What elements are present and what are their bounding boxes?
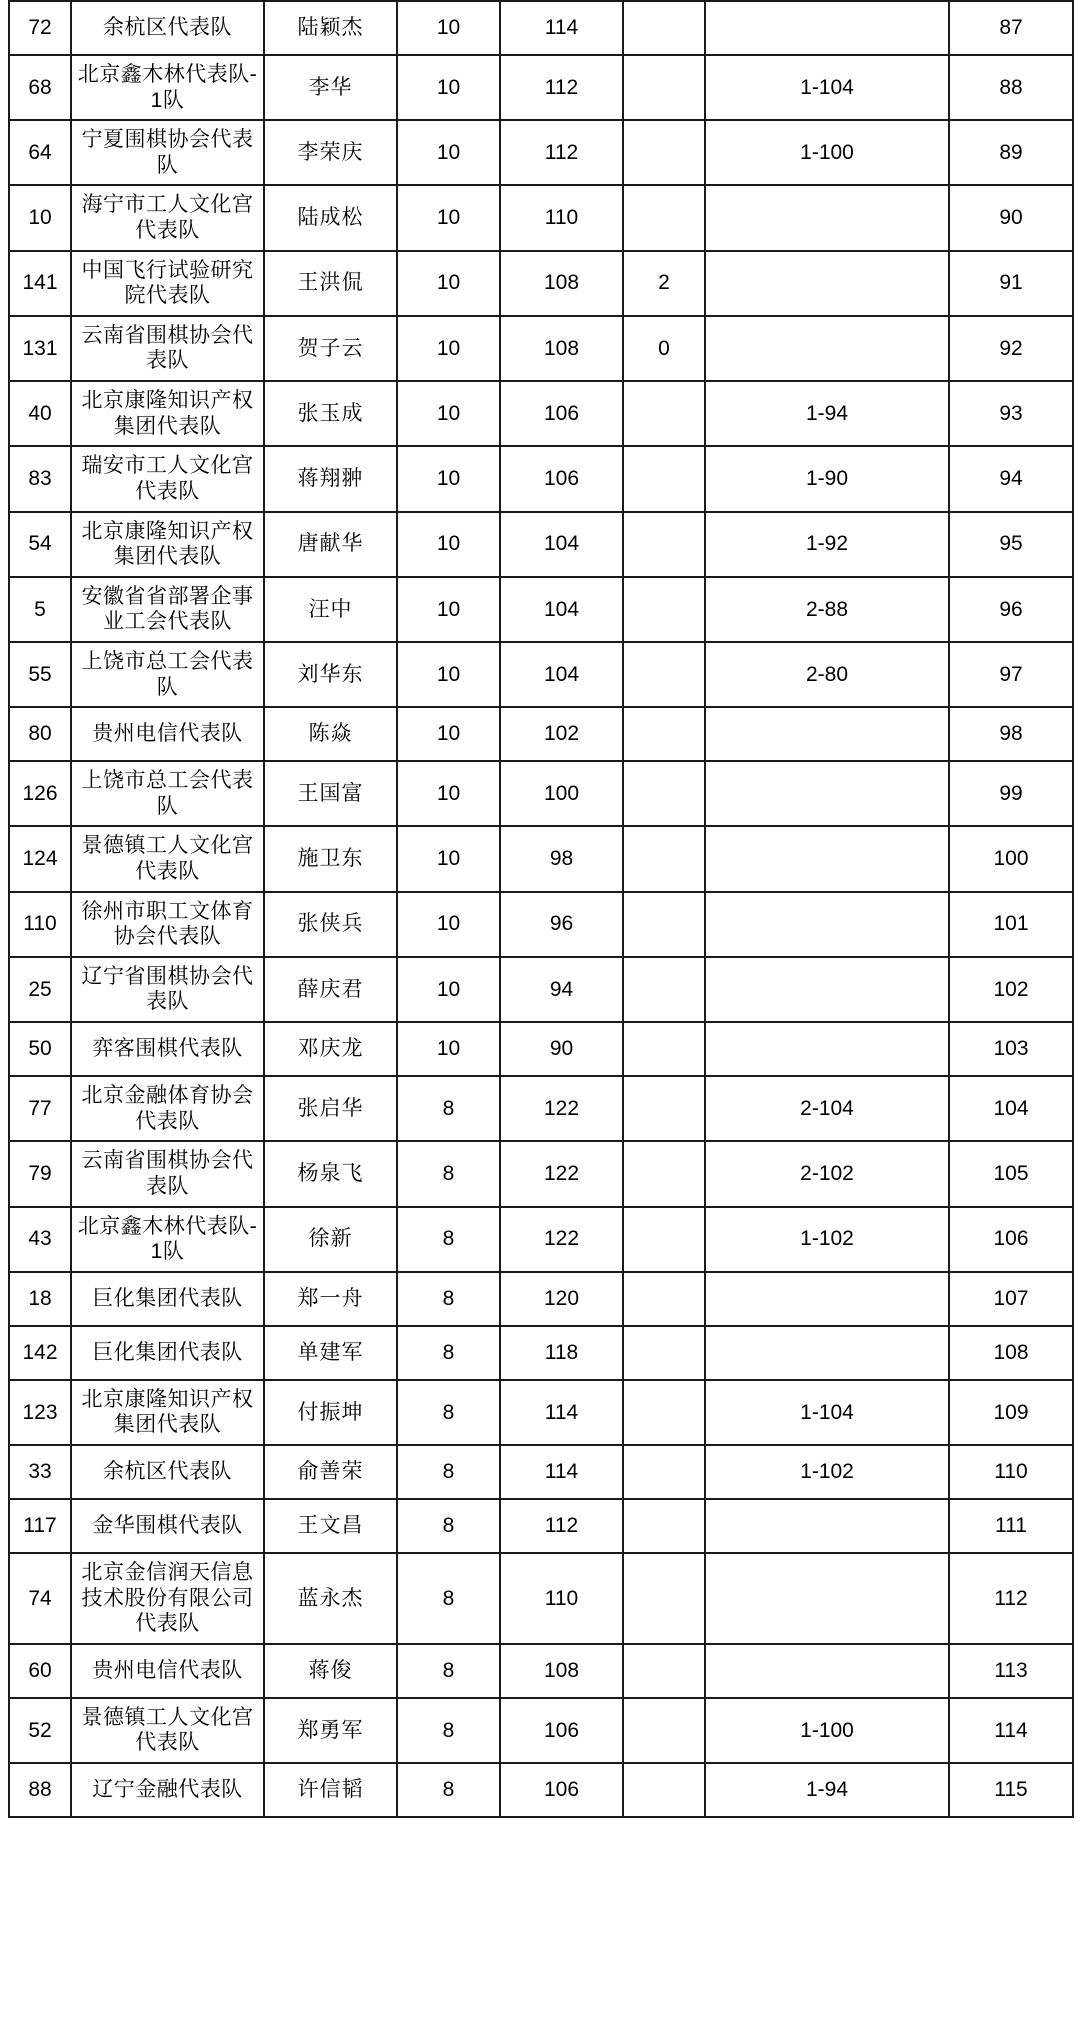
cell-rank: 114 [949,1698,1073,1763]
cell-tiebreak: 2-104 [705,1076,949,1141]
cell-name: 杨泉飞 [264,1141,397,1206]
cell-opponent-score: 122 [500,1076,623,1141]
cell-team: 弈客围棋代表队 [71,1022,264,1076]
standings-table [8,0,1074,1818]
cell-points: 10 [397,707,500,761]
cell-tiebreak [705,1022,949,1076]
cell-id: 74 [9,1553,71,1644]
cell-rank: 98 [949,707,1073,761]
cell-tiebreak [705,1553,949,1644]
cell-points: 10 [397,446,500,511]
cell-points: 8 [397,1272,500,1326]
cell-team: 海宁市工人文化宫代表队 [71,185,264,250]
cell-points: 10 [397,1,500,55]
cell-rank: 88 [949,55,1073,120]
cell-id: 142 [9,1326,71,1380]
cell-points: 8 [397,1076,500,1141]
cell-tiebreak: 1-90 [705,446,949,511]
cell-team: 余杭区代表队 [71,1445,264,1499]
table-row [9,512,1073,577]
cell-extra [623,1326,705,1380]
table-row [9,1207,1073,1272]
table-row [9,55,1073,120]
cell-points: 10 [397,1022,500,1076]
cell-id: 50 [9,1022,71,1076]
cell-points: 10 [397,826,500,891]
cell-id: 83 [9,446,71,511]
cell-extra [623,1499,705,1553]
cell-opponent-score: 114 [500,1380,623,1445]
cell-name: 张侠兵 [264,892,397,957]
cell-points: 8 [397,1380,500,1445]
cell-extra [623,446,705,511]
cell-rank: 95 [949,512,1073,577]
cell-name: 张启华 [264,1076,397,1141]
cell-extra [623,185,705,250]
cell-extra [623,761,705,826]
cell-tiebreak [705,185,949,250]
cell-extra [623,892,705,957]
cell-team: 景德镇工人文化宫代表队 [71,1698,264,1763]
cell-name: 蓝永杰 [264,1553,397,1644]
table-row [9,1,1073,55]
cell-extra [623,512,705,577]
cell-team: 宁夏围棋协会代表队 [71,120,264,185]
cell-tiebreak: 2-88 [705,577,949,642]
cell-name: 汪中 [264,577,397,642]
cell-team: 贵州电信代表队 [71,707,264,761]
cell-extra [623,707,705,761]
cell-opponent-score: 110 [500,185,623,250]
cell-name: 王国富 [264,761,397,826]
cell-name: 蒋俊 [264,1644,397,1698]
cell-team: 瑞安市工人文化宫代表队 [71,446,264,511]
cell-team: 安徽省省部署企事业工会代表队 [71,577,264,642]
cell-extra [623,1698,705,1763]
table-row [9,1644,1073,1698]
cell-id: 141 [9,251,71,316]
cell-opponent-score: 108 [500,251,623,316]
cell-name: 刘华东 [264,642,397,707]
cell-extra [623,1445,705,1499]
cell-tiebreak: 1-100 [705,120,949,185]
cell-opponent-score: 106 [500,446,623,511]
cell-extra [623,120,705,185]
cell-opponent-score: 106 [500,1698,623,1763]
cell-extra: 0 [623,316,705,381]
cell-name: 付振坤 [264,1380,397,1445]
table-row [9,1022,1073,1076]
cell-rank: 115 [949,1763,1073,1817]
table-row [9,1272,1073,1326]
cell-name: 郑一舟 [264,1272,397,1326]
cell-opponent-score: 90 [500,1022,623,1076]
table-row [9,446,1073,511]
cell-rank: 92 [949,316,1073,381]
cell-extra [623,577,705,642]
cell-points: 10 [397,512,500,577]
cell-extra [623,1272,705,1326]
cell-points: 10 [397,892,500,957]
cell-name: 俞善荣 [264,1445,397,1499]
cell-rank: 96 [949,577,1073,642]
cell-tiebreak: 1-94 [705,1763,949,1817]
cell-rank: 91 [949,251,1073,316]
table-row [9,892,1073,957]
cell-rank: 106 [949,1207,1073,1272]
cell-id: 52 [9,1698,71,1763]
table-row [9,185,1073,250]
cell-id: 43 [9,1207,71,1272]
cell-team: 中国飞行试验研究院代表队 [71,251,264,316]
cell-name: 唐献华 [264,512,397,577]
cell-id: 126 [9,761,71,826]
cell-name: 李荣庆 [264,120,397,185]
cell-id: 123 [9,1380,71,1445]
cell-team: 云南省围棋协会代表队 [71,316,264,381]
table-row [9,381,1073,446]
cell-rank: 97 [949,642,1073,707]
cell-extra [623,1076,705,1141]
cell-opponent-score: 102 [500,707,623,761]
table-row [9,826,1073,891]
table-row [9,316,1073,381]
cell-id: 60 [9,1644,71,1698]
table-row [9,1763,1073,1817]
cell-rank: 112 [949,1553,1073,1644]
cell-extra [623,1141,705,1206]
cell-tiebreak: 1-92 [705,512,949,577]
cell-team: 北京康隆知识产权集团代表队 [71,381,264,446]
cell-points: 8 [397,1326,500,1380]
cell-points: 10 [397,957,500,1022]
cell-rank: 101 [949,892,1073,957]
cell-tiebreak [705,892,949,957]
cell-rank: 111 [949,1499,1073,1553]
cell-rank: 109 [949,1380,1073,1445]
standings-table-body [9,1,1073,1817]
cell-id: 88 [9,1763,71,1817]
cell-id: 33 [9,1445,71,1499]
cell-extra [623,826,705,891]
table-row [9,577,1073,642]
cell-points: 8 [397,1763,500,1817]
cell-tiebreak: 2-102 [705,1141,949,1206]
cell-opponent-score: 122 [500,1141,623,1206]
cell-id: 77 [9,1076,71,1141]
cell-team: 徐州市职工文体育协会代表队 [71,892,264,957]
cell-id: 64 [9,120,71,185]
cell-team: 金华围棋代表队 [71,1499,264,1553]
table-row [9,120,1073,185]
cell-points: 8 [397,1644,500,1698]
cell-extra [623,1380,705,1445]
cell-name: 陆颖杰 [264,1,397,55]
cell-tiebreak [705,761,949,826]
cell-team: 上饶市总工会代表队 [71,642,264,707]
cell-opponent-score: 118 [500,1326,623,1380]
cell-opponent-score: 104 [500,512,623,577]
cell-points: 8 [397,1698,500,1763]
table-row [9,707,1073,761]
cell-opponent-score: 96 [500,892,623,957]
cell-team: 北京康隆知识产权集团代表队 [71,512,264,577]
cell-team: 巨化集团代表队 [71,1272,264,1326]
cell-tiebreak [705,957,949,1022]
cell-rank: 103 [949,1022,1073,1076]
cell-opponent-score: 114 [500,1,623,55]
cell-id: 72 [9,1,71,55]
cell-tiebreak [705,1,949,55]
cell-name: 徐新 [264,1207,397,1272]
cell-opponent-score: 112 [500,55,623,120]
cell-points: 10 [397,316,500,381]
table-row [9,761,1073,826]
cell-points: 8 [397,1207,500,1272]
cell-name: 陆成松 [264,185,397,250]
cell-rank: 89 [949,120,1073,185]
cell-extra: 2 [623,251,705,316]
cell-opponent-score: 112 [500,1499,623,1553]
cell-tiebreak [705,826,949,891]
cell-team: 北京鑫木林代表队-1队 [71,55,264,120]
cell-points: 10 [397,761,500,826]
cell-team: 北京金信润天信息技术股份有限公司代表队 [71,1553,264,1644]
table-row [9,1380,1073,1445]
cell-rank: 94 [949,446,1073,511]
cell-tiebreak [705,316,949,381]
cell-opponent-score: 106 [500,1763,623,1817]
cell-id: 5 [9,577,71,642]
cell-opponent-score: 108 [500,316,623,381]
cell-extra [623,1763,705,1817]
cell-rank: 102 [949,957,1073,1022]
cell-name: 许信韬 [264,1763,397,1817]
cell-id: 40 [9,381,71,446]
cell-rank: 100 [949,826,1073,891]
cell-extra [623,1022,705,1076]
cell-rank: 107 [949,1272,1073,1326]
cell-team: 辽宁省围棋协会代表队 [71,957,264,1022]
cell-points: 10 [397,577,500,642]
cell-opponent-score: 108 [500,1644,623,1698]
cell-tiebreak: 1-104 [705,1380,949,1445]
cell-points: 10 [397,55,500,120]
cell-rank: 105 [949,1141,1073,1206]
cell-id: 124 [9,826,71,891]
cell-extra [623,957,705,1022]
cell-points: 8 [397,1445,500,1499]
cell-id: 68 [9,55,71,120]
cell-rank: 90 [949,185,1073,250]
cell-team: 辽宁金融代表队 [71,1763,264,1817]
cell-name: 王洪侃 [264,251,397,316]
table-row [9,251,1073,316]
cell-points: 8 [397,1553,500,1644]
table-row [9,1445,1073,1499]
cell-opponent-score: 106 [500,381,623,446]
cell-rank: 87 [949,1,1073,55]
cell-tiebreak [705,1499,949,1553]
cell-opponent-score: 110 [500,1553,623,1644]
cell-extra [623,55,705,120]
cell-id: 25 [9,957,71,1022]
cell-name: 单建军 [264,1326,397,1380]
cell-name: 邓庆龙 [264,1022,397,1076]
cell-id: 55 [9,642,71,707]
cell-points: 10 [397,251,500,316]
cell-id: 79 [9,1141,71,1206]
cell-id: 54 [9,512,71,577]
cell-tiebreak [705,1272,949,1326]
cell-name: 薛庆君 [264,957,397,1022]
cell-opponent-score: 98 [500,826,623,891]
cell-opponent-score: 122 [500,1207,623,1272]
cell-team: 巨化集团代表队 [71,1326,264,1380]
cell-tiebreak [705,1644,949,1698]
cell-id: 80 [9,707,71,761]
cell-tiebreak: 1-100 [705,1698,949,1763]
cell-id: 110 [9,892,71,957]
cell-tiebreak: 2-80 [705,642,949,707]
cell-name: 陈焱 [264,707,397,761]
cell-extra [623,381,705,446]
cell-points: 10 [397,120,500,185]
cell-points: 10 [397,642,500,707]
cell-opponent-score: 104 [500,577,623,642]
cell-team: 贵州电信代表队 [71,1644,264,1698]
cell-extra [623,642,705,707]
cell-extra [623,1,705,55]
table-row [9,1698,1073,1763]
cell-points: 10 [397,185,500,250]
cell-name: 施卫东 [264,826,397,891]
cell-rank: 110 [949,1445,1073,1499]
cell-extra [623,1207,705,1272]
cell-rank: 108 [949,1326,1073,1380]
cell-rank: 93 [949,381,1073,446]
cell-team: 北京鑫木林代表队-1队 [71,1207,264,1272]
cell-points: 8 [397,1499,500,1553]
cell-tiebreak [705,707,949,761]
cell-opponent-score: 104 [500,642,623,707]
cell-tiebreak: 1-102 [705,1207,949,1272]
cell-team: 上饶市总工会代表队 [71,761,264,826]
cell-rank: 113 [949,1644,1073,1698]
cell-tiebreak: 1-102 [705,1445,949,1499]
cell-team: 云南省围棋协会代表队 [71,1141,264,1206]
cell-id: 117 [9,1499,71,1553]
table-row [9,1326,1073,1380]
cell-tiebreak: 1-94 [705,381,949,446]
cell-id: 131 [9,316,71,381]
cell-team: 北京金融体育协会代表队 [71,1076,264,1141]
cell-name: 王文昌 [264,1499,397,1553]
table-row [9,1141,1073,1206]
table-row [9,1553,1073,1644]
cell-opponent-score: 112 [500,120,623,185]
cell-name: 郑勇军 [264,1698,397,1763]
cell-rank: 99 [949,761,1073,826]
cell-opponent-score: 100 [500,761,623,826]
cell-name: 张玉成 [264,381,397,446]
table-row [9,642,1073,707]
cell-team: 余杭区代表队 [71,1,264,55]
cell-points: 10 [397,381,500,446]
table-row [9,1499,1073,1553]
table-row [9,1076,1073,1141]
cell-extra [623,1644,705,1698]
cell-rank: 104 [949,1076,1073,1141]
cell-team: 景德镇工人文化宫代表队 [71,826,264,891]
cell-name: 李华 [264,55,397,120]
cell-points: 8 [397,1141,500,1206]
cell-opponent-score: 114 [500,1445,623,1499]
cell-tiebreak [705,1326,949,1380]
cell-id: 18 [9,1272,71,1326]
cell-id: 10 [9,185,71,250]
cell-name: 贺子云 [264,316,397,381]
cell-opponent-score: 120 [500,1272,623,1326]
cell-extra [623,1553,705,1644]
cell-opponent-score: 94 [500,957,623,1022]
cell-tiebreak: 1-104 [705,55,949,120]
cell-name: 蒋翔翀 [264,446,397,511]
cell-tiebreak [705,251,949,316]
table-row [9,957,1073,1022]
cell-team: 北京康隆知识产权集团代表队 [71,1380,264,1445]
